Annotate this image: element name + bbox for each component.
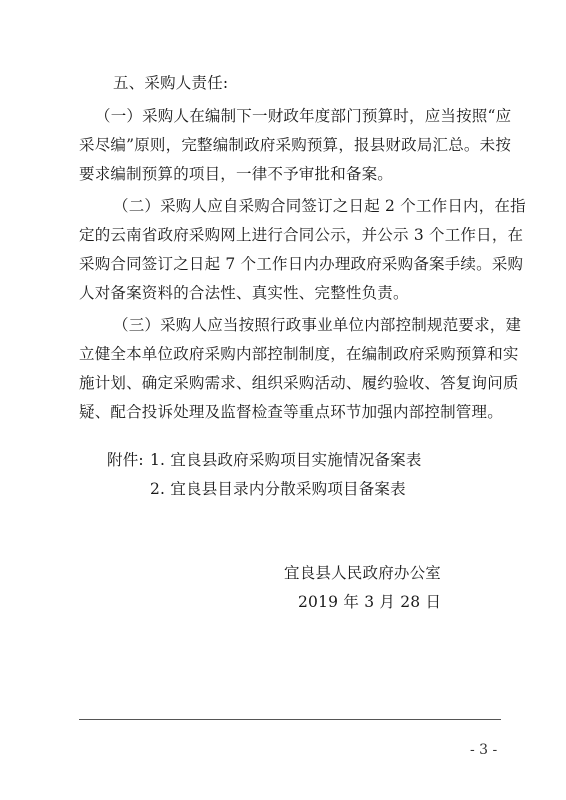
page-number: - 3 - [470,742,498,758]
para3-line3: 施计划、确定采购需求、组织采购活动、履约验收、答复询问质 [79,374,519,392]
para2-line3: 采购合同签订之日起 7 个工作日内办理政府采购备案手续。采购 [79,255,524,273]
section-heading: 五、采购人责任: [113,74,229,92]
para3-line2: 立健全本单位政府采购内部控制制度，在编制政府采购预算和实 [79,345,519,363]
para2-line1: （二）采购人应自采购合同签订之日起 2 个工作日内，在指 [113,197,526,215]
footer-divider [79,719,501,720]
para1-line3: 要求编制预算的项目，一律不予审批和备案。 [79,165,394,183]
para1-line2: 采尽编”原则，完整编制政府采购预算，报县财政局汇总。未按 [79,136,512,154]
attachment-item-2: 2. 宜良县目录内分散采购项目备案表 [150,480,406,498]
attachments-label: 附件: [107,451,144,469]
para2-line2: 定的云南省政府采购网上进行合同公示，并公示 3 个工作日，在 [79,226,524,244]
para2-line4: 人对备案资料的合法性、真实性、完整性负责。 [79,284,409,302]
issuer-name: 宜良县人民政府办公室 [284,564,442,582]
attachment-item-1: 1. 宜良县政府采购项目实施情况备案表 [150,451,422,469]
para3-line1: （三）采购人应当按照行政事业单位内部控制规范要求，建 [113,316,522,334]
issue-date: 2019 年 3 月 28 日 [298,593,442,611]
para1-line1: （一）采购人在编制下一财政年度部门预算时，应当按照“应 [95,107,512,125]
para3-line4: 疑、配合投诉处理及监督检查等重点环节加强内部控制管理。 [79,403,503,421]
